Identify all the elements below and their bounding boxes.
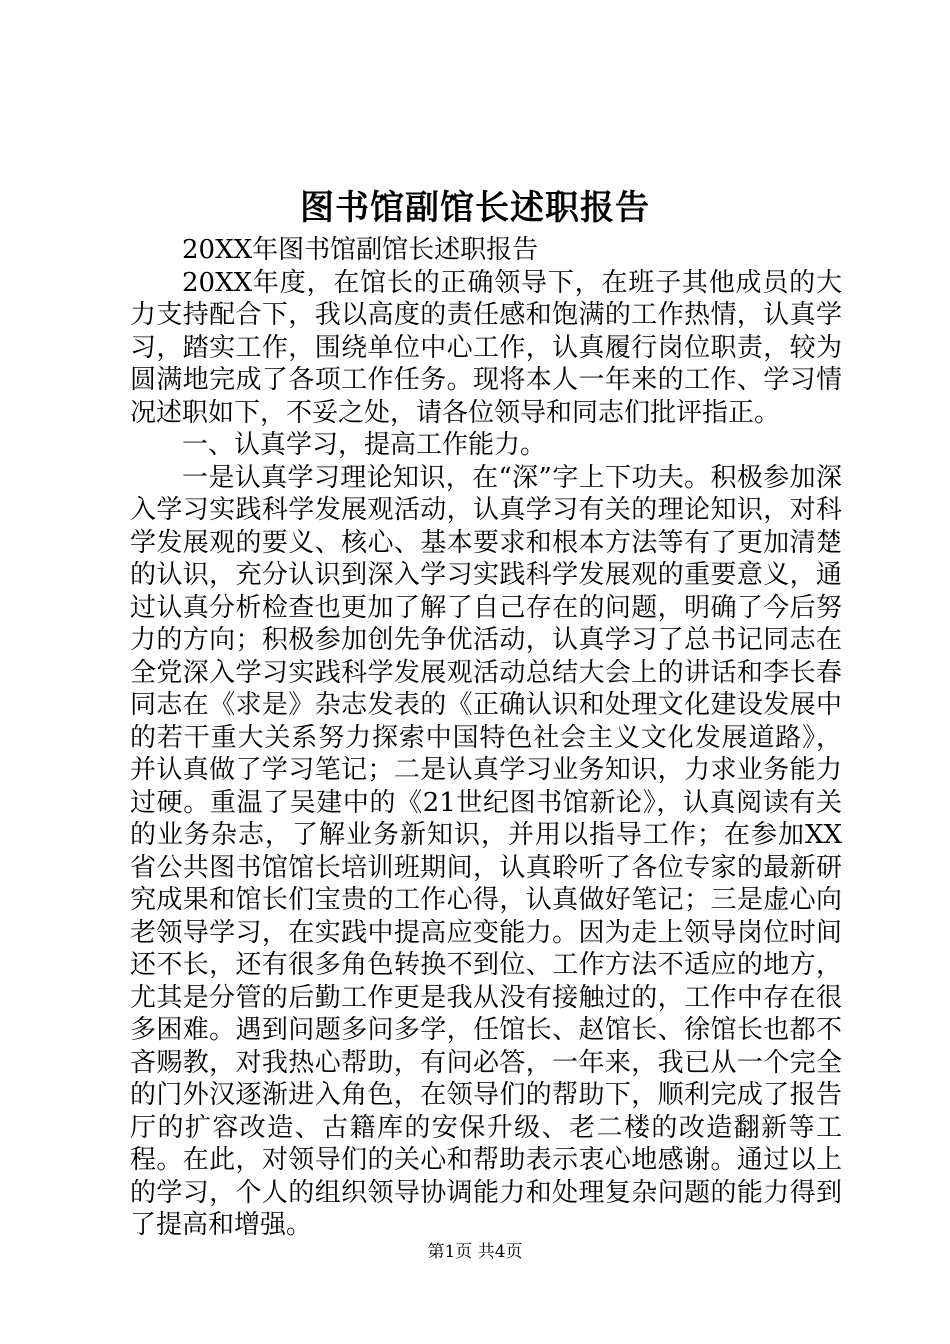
document-title: 图书馆副馆长述职报告: [300, 188, 650, 228]
intro-paragraph: 20XX年度，在馆长的正确领导下，在班子其他成员的大力支持配合下，我以高度的责任感和饱满的工作热情，认真学习，踏实工作，围绕单位中心工作，认真履行岗位职责，较为圆满地完成了各项工作任务。现将本人一年来的工作、学习情况述职如下，不妥之处，请各位领导和同志们批评指正。: [130, 267, 842, 428]
document-body: [130, 234, 842, 1242]
subtitle-paragraph: 20XX年图书馆副馆长述职报告: [182, 235, 539, 265]
page-number-footer: 第1页 共4页: [427, 1242, 523, 1262]
section-paragraph: 一是认真学习理论知识，在“深”字上下功夫。积极参加深入学习实践科学发展观活动，认真学习有关的理论知识，对科学发展观的要义、核心、基本要求和根本方法等有了更加清楚的认识，充分认识到深入学习实践科学发展观的重要意义，通过认真分析检查也更加了解了自己存在的问题，明确了今后努力的方向；积极参加创先争优活动，认真学习了总书记同志在全党深入学习实践科学发展观活动总结大会上的讲话和李长春同志在《求是》杂志发表的《正确认识和处理文化建设发展中的若干重大关系努力探索中国特色社会主义文化发展道路》，并认真做了学习笔记；二是认真学习业务知识，力求业务能力过硬。重温了吴建中的《21世纪图书馆新论》，认真阅读有关的业务杂志，了解业务新知识，并用以指导工作；在参加XX省公共图书馆馆长培训班期间，认真聆听了各位专家的最新研究成果和馆长们宝贵的工作心得，认真做好笔记；三是虚心向老领导学习，在实践中提高应变能力。因为走上领导岗位时间还不长，还有很多角色转换不到位、工作方法不适应的地方，尤其是分管的后勤工作更是我从没有接触过的，工作中存在很多困难。遇到问题多问多学，任馆长、赵馆长、徐馆长也都不吝赐教，对我热心帮助，有问必答，一年来，我已从一个完全的门外汉逐渐进入角色，在领导们的帮助下，顺利完成了报告厅的扩容改造、古籍库的安保升级、老二楼的改造翻新等工程。在此，对领导们的关心和帮助表示衷心地感谢。通过以上的学习，个人的组织领导协调能力和处理复杂问题的能力得到了提高和增强。: [130, 462, 842, 1240]
section-heading: 一、认真学习，提高工作能力。: [182, 430, 547, 460]
